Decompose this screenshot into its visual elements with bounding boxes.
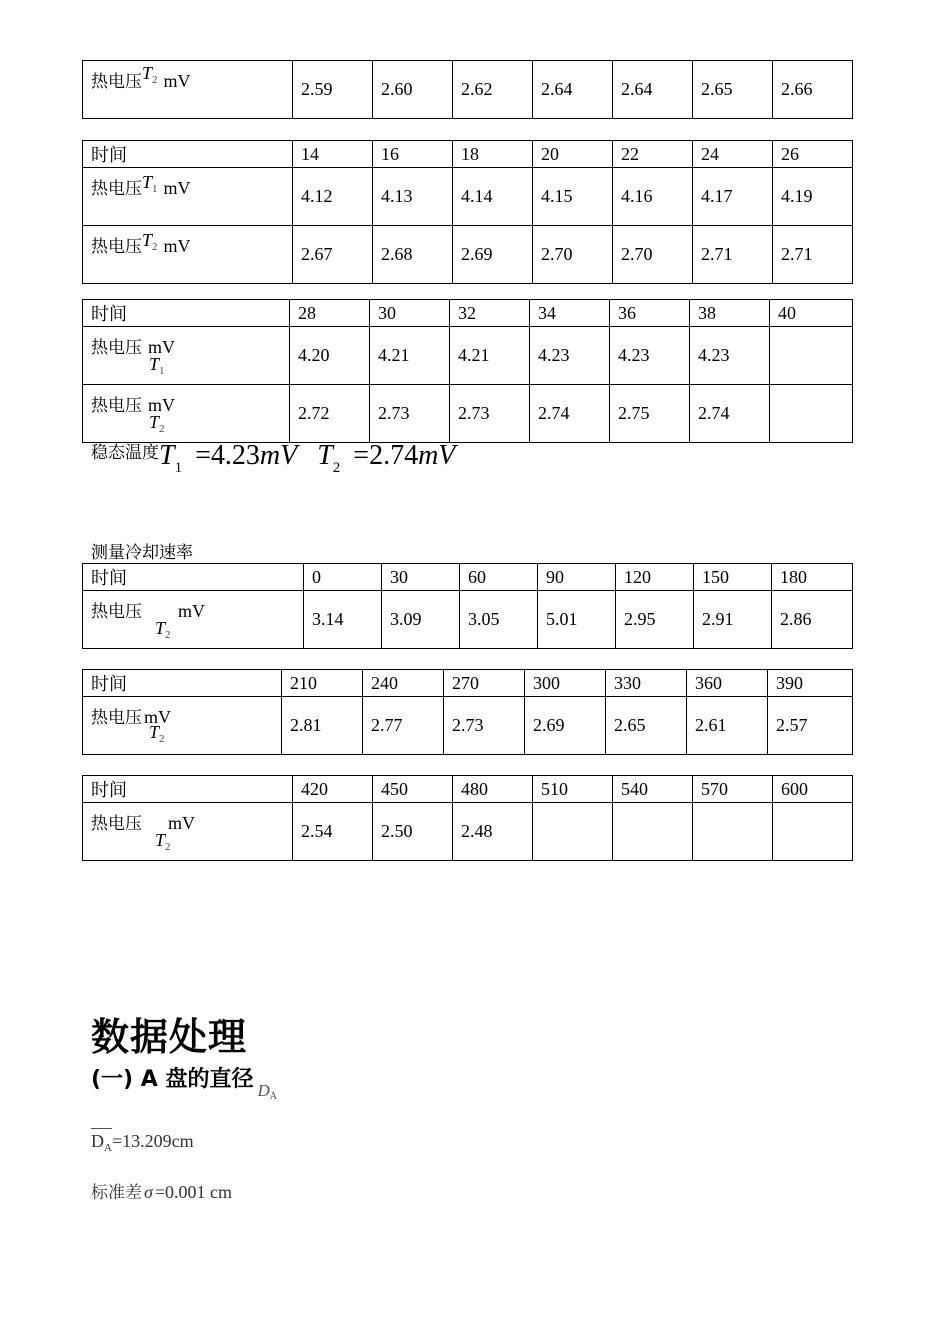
table-cell: 2.64 [533, 61, 613, 119]
table-cell: 510 [533, 776, 613, 803]
cooling-table-1 [82, 563, 853, 649]
table-cell: 4.14 [453, 168, 533, 226]
table-cell: 38 [690, 300, 770, 327]
steady-t2: $T_2 =2.74mV$ [317, 440, 456, 476]
table-cell [770, 327, 853, 385]
table-cell: 2.69 [525, 697, 606, 755]
table-cell: 600 [773, 776, 853, 803]
table-row [83, 803, 853, 861]
table-cell: 540 [613, 776, 693, 803]
steady-temperature [91, 440, 455, 480]
table-cell: 2.81 [282, 697, 363, 755]
table-cell: 2.67 [293, 226, 373, 284]
table-row [83, 564, 853, 591]
table-cell: 180 [772, 564, 853, 591]
table-cell: 16 [373, 141, 453, 168]
table-cell: 210 [282, 670, 363, 697]
table-cell: 2.73 [450, 385, 530, 443]
table-cell [770, 385, 853, 443]
table-cell: 40 [770, 300, 853, 327]
table-cell: 390 [768, 670, 853, 697]
row-label-t2: 热电压 mV $T_2$ [83, 803, 293, 861]
table-cell: 240 [363, 670, 444, 697]
table-cell [533, 803, 613, 861]
table-cell: 3.09 [382, 591, 460, 649]
row-label-t2: 热电压$T_2$ mV [83, 61, 293, 119]
table-cell: 2.69 [453, 226, 533, 284]
table-cell: 2.77 [363, 697, 444, 755]
table-cell: 2.68 [373, 226, 453, 284]
table-cell: 2.86 [772, 591, 853, 649]
cooling-table-2 [82, 669, 853, 755]
table-cell: 2.65 [606, 697, 687, 755]
row-label-t1: 热电压$T_1$ mV [83, 168, 293, 226]
table-cell: 4.21 [370, 327, 450, 385]
table-cell: 90 [538, 564, 616, 591]
table-cell: 24 [693, 141, 773, 168]
table-cell: 3.05 [460, 591, 538, 649]
time-header: 时间 [83, 670, 282, 697]
table-row [83, 591, 853, 649]
table-cell: 4.19 [773, 168, 853, 226]
steady-t1: $T_1 =4.23mV$ [159, 440, 298, 476]
table-cell: 60 [460, 564, 538, 591]
table-cell: 2.50 [373, 803, 453, 861]
table-cell: 2.91 [694, 591, 772, 649]
table-cell: 4.13 [373, 168, 453, 226]
table-cell: 2.57 [768, 697, 853, 755]
table-cell: 18 [453, 141, 533, 168]
table-cell: 300 [525, 670, 606, 697]
time-header: 时间 [83, 564, 304, 591]
table-row [83, 697, 853, 755]
row-label-t2: 热电压$T_2$ mV [83, 226, 293, 284]
table-row [83, 61, 853, 119]
table-cell: 2.74 [690, 385, 770, 443]
table-cell: 2.59 [293, 61, 373, 119]
table-cell: 120 [616, 564, 694, 591]
table-cell: 450 [373, 776, 453, 803]
mean-diameter: $D_A=13.209cm$ [91, 1128, 194, 1152]
table-cell: 2.70 [613, 226, 693, 284]
table-cell: 14 [293, 141, 373, 168]
table-cell: 2.60 [373, 61, 453, 119]
table-cell: 360 [687, 670, 768, 697]
table-cell: 4.23 [690, 327, 770, 385]
table-cell: 32 [450, 300, 530, 327]
table-cell: 150 [694, 564, 772, 591]
table-cell: 2.64 [613, 61, 693, 119]
cooling-label: 测量冷却速率 [91, 543, 193, 563]
table-cell: 480 [453, 776, 533, 803]
table-cell: 26 [773, 141, 853, 168]
standard-deviation: 标准差 σ =0.001 cm [91, 1182, 233, 1203]
table-cell: 34 [530, 300, 610, 327]
steady-label: 稳态温度 [91, 443, 159, 463]
table-cell: 4.21 [450, 327, 530, 385]
table-cell: 2.54 [293, 803, 373, 861]
time-header: 时间 [83, 776, 293, 803]
table-cell: 5.01 [538, 591, 616, 649]
table-cell [613, 803, 693, 861]
table-a [82, 140, 853, 284]
table-cell: 2.73 [444, 697, 525, 755]
table-cell: 2.70 [533, 226, 613, 284]
table-cell: 2.62 [453, 61, 533, 119]
table-row [83, 168, 853, 226]
time-header: 时间 [83, 141, 293, 168]
table-cell: 2.72 [290, 385, 370, 443]
table-cell: 4.17 [693, 168, 773, 226]
table-cell: 4.12 [293, 168, 373, 226]
section-heading: 数据处理 [91, 1015, 248, 1059]
table-cell: 20 [533, 141, 613, 168]
table-cell: 30 [382, 564, 460, 591]
table-cell: 420 [293, 776, 373, 803]
table-cell: 4.23 [610, 327, 690, 385]
table-cell: 2.71 [693, 226, 773, 284]
table-cell: 3.14 [304, 591, 382, 649]
table-cell: 2.75 [610, 385, 690, 443]
table-cell: 270 [444, 670, 525, 697]
table-cell: 4.15 [533, 168, 613, 226]
table-cell: 4.23 [530, 327, 610, 385]
table-cell: 2.48 [453, 803, 533, 861]
table-cell: 570 [693, 776, 773, 803]
table-row [83, 670, 853, 697]
row-label-t1: 热电压 mV $T_1$ [83, 327, 290, 385]
table-cell: 330 [606, 670, 687, 697]
table-cell: 2.71 [773, 226, 853, 284]
table-cell: 22 [613, 141, 693, 168]
time-header: 时间 [83, 300, 290, 327]
table-cell: 2.95 [616, 591, 694, 649]
cooling-table-3 [82, 775, 853, 861]
table-cell [773, 803, 853, 861]
table-top [82, 60, 853, 119]
table-cell [693, 803, 773, 861]
subsection-heading: (一) A 盘的直径 DA [91, 1067, 277, 1102]
table-b [82, 299, 853, 443]
table-row [83, 385, 853, 443]
row-label-t2: 热电压 mV $T_2$ [83, 697, 282, 755]
table-row [83, 300, 853, 327]
table-cell: 2.65 [693, 61, 773, 119]
row-label-t2: 热电压 mV $T_2$ [83, 591, 304, 649]
table-cell: 2.74 [530, 385, 610, 443]
table-cell: 36 [610, 300, 690, 327]
table-cell: 2.61 [687, 697, 768, 755]
row-label-t2: 热电压 mV $T_2$ [83, 385, 290, 443]
table-cell: 30 [370, 300, 450, 327]
table-row [83, 226, 853, 284]
table-row [83, 776, 853, 803]
table-cell: 4.16 [613, 168, 693, 226]
table-cell: 4.20 [290, 327, 370, 385]
table-row [83, 141, 853, 168]
table-cell: 28 [290, 300, 370, 327]
table-cell: 0 [304, 564, 382, 591]
table-row [83, 327, 853, 385]
table-cell: 2.73 [370, 385, 450, 443]
table-cell: 2.66 [773, 61, 853, 119]
